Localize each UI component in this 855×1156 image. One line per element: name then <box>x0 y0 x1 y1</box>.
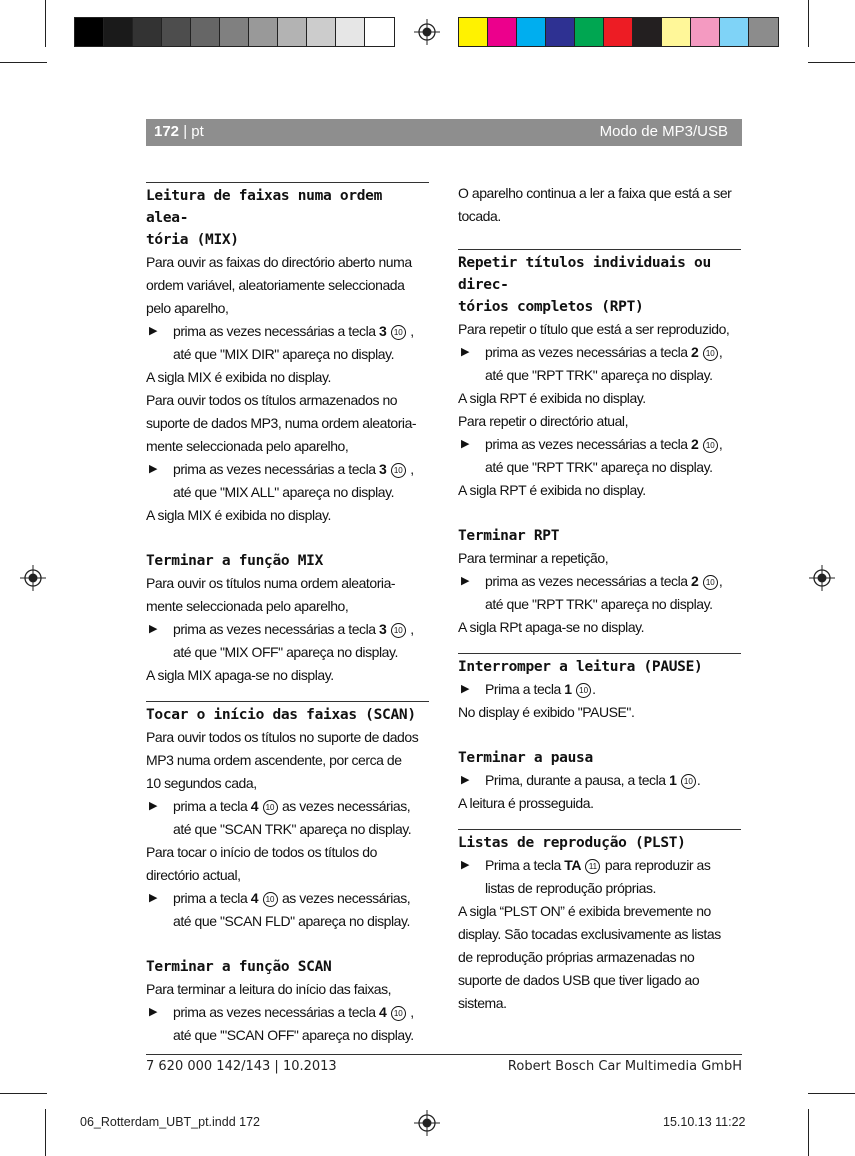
crop-mark <box>0 1093 47 1094</box>
bullet-arrow-icon: ▶ <box>461 438 470 450</box>
mix-heading: Leitura de faixas numa ordem alea- tória (MIX) <box>146 188 383 248</box>
bullet-arrow-icon: ▶ <box>149 892 158 904</box>
bullet-arrow-icon: ▶ <box>149 463 158 475</box>
key-number-circle: 10 <box>391 325 406 340</box>
scan-off-section <box>146 956 429 1047</box>
rpt-off-intro: Para terminar a repetição, <box>458 550 609 566</box>
mix-off-result: A sigla MIX apaga-se no display. <box>146 667 334 683</box>
plst-step: ▶ Prima a tecla TA 11 para reproduzir as listas de reprodução próprias. <box>458 854 741 900</box>
color-calibration-bar <box>458 17 779 47</box>
rpt-intro-2: Para repetir o directório atual, <box>458 413 629 429</box>
key-number-circle: 10 <box>703 438 718 453</box>
key-number-circle: 11 <box>585 859 600 874</box>
crop-mark <box>808 1093 855 1094</box>
color-swatch <box>459 18 488 46</box>
bullet-arrow-icon: ▶ <box>461 859 470 871</box>
color-swatch <box>575 18 604 46</box>
pause-section <box>458 653 741 724</box>
key-number-circle: 10 <box>681 774 696 789</box>
key-number-circle: 10 <box>391 623 406 638</box>
section-title: Modo de MP3/USB <box>599 123 728 140</box>
key-number-circle: 10 <box>391 1006 406 1021</box>
company-name: Robert Bosch Car Multimedia GmbH <box>507 1059 742 1074</box>
key-number-circle: 10 <box>703 575 718 590</box>
mix-intro: Para ouvir as faixas do directório aberto numa ordem variável, aleatoriamente seleccionada pelo aparelho, <box>146 254 412 316</box>
scan-heading: Tocar o início das faixas (SCAN) <box>146 707 416 723</box>
color-swatch <box>162 18 191 46</box>
right-column <box>458 182 741 1015</box>
mix-off-intro: Para ouvir os títulos numa ordem aleatoria- mente seleccionada pelo aparelho, <box>146 575 396 614</box>
pause-off-heading: Terminar a pausa <box>458 750 593 766</box>
color-swatch <box>249 18 278 46</box>
scan-section <box>146 701 429 933</box>
rpt-intro: Para repetir o título que está a ser reproduzido, <box>458 321 730 337</box>
color-swatch <box>604 18 633 46</box>
rpt-result-2: A sigla RPT é exibida no display. <box>458 482 646 498</box>
bullet-arrow-icon: ▶ <box>149 800 158 812</box>
rpt-off-result: A sigla RPt apaga-se no display. <box>458 619 645 635</box>
bullet-arrow-icon: ▶ <box>461 774 470 786</box>
color-swatch <box>191 18 220 46</box>
rpt-off-section <box>458 525 741 639</box>
color-swatch <box>662 18 691 46</box>
color-swatch <box>633 18 662 46</box>
mix-intro-2: Para ouvir todos os títulos armazenados no suporte de dados MP3, numa ordem aleatoria- mente seleccionada pelo aparelho, <box>146 392 417 454</box>
page-footer <box>146 1054 742 1074</box>
registration-mark-icon <box>414 19 440 45</box>
rpt-step-1: ▶ prima as vezes necessárias a tecla 2 10 , até que "RPT TRK" apareça no display. <box>458 341 741 387</box>
color-swatch <box>691 18 720 46</box>
document-number: 7 620 000 142/143 | 10.2013 <box>146 1059 337 1074</box>
scan-step-1: ▶ prima a tecla 4 10 as vezes necessárias, até que "SCAN TRK" apareça no display. <box>146 795 429 841</box>
pause-off-section <box>458 747 741 815</box>
scan-step-2: ▶ prima a tecla 4 10 as vezes necessárias, até que "SCAN FLD" apareça no display. <box>146 887 429 933</box>
mix-result-1: A sigla MIX é exibida no display. <box>146 369 331 385</box>
date-slug: 15.10.13 11:22 <box>663 1115 746 1129</box>
bullet-arrow-icon: ▶ <box>149 623 158 635</box>
color-swatch <box>220 18 249 46</box>
plst-section <box>458 829 741 1015</box>
plst-result: A sigla “PLST ON” é exibida brevemente no display. São tocadas exclusivamente as listas de reprodução próprias armazenadas no suporte de dados USB que tiver ligado ao sistema. <box>458 903 721 1011</box>
color-swatch <box>720 18 749 46</box>
scan-off-step: ▶ prima as vezes necessárias a tecla 4 10 , até que '"SCAN OFF" apareça no display. <box>146 1001 429 1047</box>
rpt-section <box>458 249 741 502</box>
mix-section <box>146 182 429 527</box>
color-swatch <box>546 18 575 46</box>
color-swatch <box>75 18 104 46</box>
bullet-arrow-icon: ▶ <box>461 346 470 358</box>
rpt-off-step: ▶ prima as vezes necessárias a tecla 2 10 , até que "RPT TRK" apareça no display. <box>458 570 741 616</box>
color-swatch <box>749 18 778 46</box>
scan-intro-2: Para tocar o início de todos os títulos do directório actual, <box>146 844 377 883</box>
bullet-arrow-icon: ▶ <box>149 1006 158 1018</box>
gray-calibration-bar <box>74 17 395 47</box>
color-swatch <box>336 18 365 46</box>
color-swatch <box>517 18 546 46</box>
registration-mark-icon <box>414 1110 440 1136</box>
file-slug: 06_Rotterdam_UBT_pt.indd 172 <box>80 1115 260 1129</box>
rpt-step-2: ▶ prima as vezes necessárias a tecla 2 10 , até que "RPT TRK" apareça no display. <box>458 433 741 479</box>
bullet-arrow-icon: ▶ <box>461 683 470 695</box>
color-swatch <box>133 18 162 46</box>
crop-mark <box>808 1109 809 1156</box>
key-number-circle: 10 <box>703 346 718 361</box>
crop-mark <box>808 0 809 47</box>
color-swatch <box>104 18 133 46</box>
rpt-heading: Repetir títulos individuais ou direc- tórios completos (RPT) <box>458 255 711 315</box>
mix-off-heading: Terminar a função MIX <box>146 553 324 569</box>
key-number-circle: 10 <box>576 683 591 698</box>
page-header <box>146 119 742 146</box>
bullet-arrow-icon: ▶ <box>461 575 470 587</box>
pause-off-result: A leitura é prosseguida. <box>458 795 594 811</box>
crop-mark <box>808 62 855 63</box>
color-swatch <box>278 18 307 46</box>
rpt-off-heading: Terminar RPT <box>458 528 560 544</box>
crop-mark <box>45 1109 46 1156</box>
mix-result-2: A sigla MIX é exibida no display. <box>146 507 331 523</box>
registration-mark-icon <box>809 565 835 591</box>
pause-step: ▶ Prima a tecla 1 10 . <box>458 678 741 701</box>
page-number: 172 <box>154 123 180 140</box>
mix-off-section <box>146 550 429 687</box>
language-code: | pt <box>179 123 204 140</box>
scan-off-heading: Terminar a função SCAN <box>146 959 332 975</box>
pause-off-step: ▶ Prima, durante a pausa, a tecla 1 10 . <box>458 769 741 792</box>
left-column <box>146 182 429 1047</box>
color-swatch <box>365 18 394 46</box>
registration-mark-icon <box>20 565 46 591</box>
pause-result: No display é exibido "PAUSE". <box>458 704 635 720</box>
color-swatch <box>488 18 517 46</box>
crop-mark <box>0 62 47 63</box>
color-swatch <box>307 18 336 46</box>
key-number-circle: 10 <box>391 463 406 478</box>
pause-heading: Interromper a leitura (PAUSE) <box>458 659 703 675</box>
mix-step-1: ▶ prima as vezes necessárias a tecla 3 10 , até que "MIX DIR" apareça no display. <box>146 320 429 366</box>
key-number-circle: 10 <box>263 892 278 907</box>
mix-step-2: ▶ prima as vezes necessárias a tecla 3 10 , até que "MIX ALL" apareça no display. <box>146 458 429 504</box>
scan-off-intro: Para terminar a leitura do início das faixas, <box>146 981 392 997</box>
bullet-arrow-icon: ▶ <box>149 325 158 337</box>
scan-intro: Para ouvir todos os títulos no suporte de dados MP3 numa ordem ascendente, por cerca de 10 segundos cada, <box>146 729 419 791</box>
plst-heading: Listas de reprodução (PLST) <box>458 835 686 851</box>
mix-off-step: ▶ prima as vezes necessárias a tecla 3 10 , até que "MIX OFF" apareça no display. <box>146 618 429 664</box>
continue-text: O aparelho continua a ler a faixa que está a ser tocada. <box>458 185 732 224</box>
crop-mark <box>45 0 46 47</box>
key-number-circle: 10 <box>263 800 278 815</box>
rpt-result-1: A sigla RPT é exibida no display. <box>458 390 646 406</box>
